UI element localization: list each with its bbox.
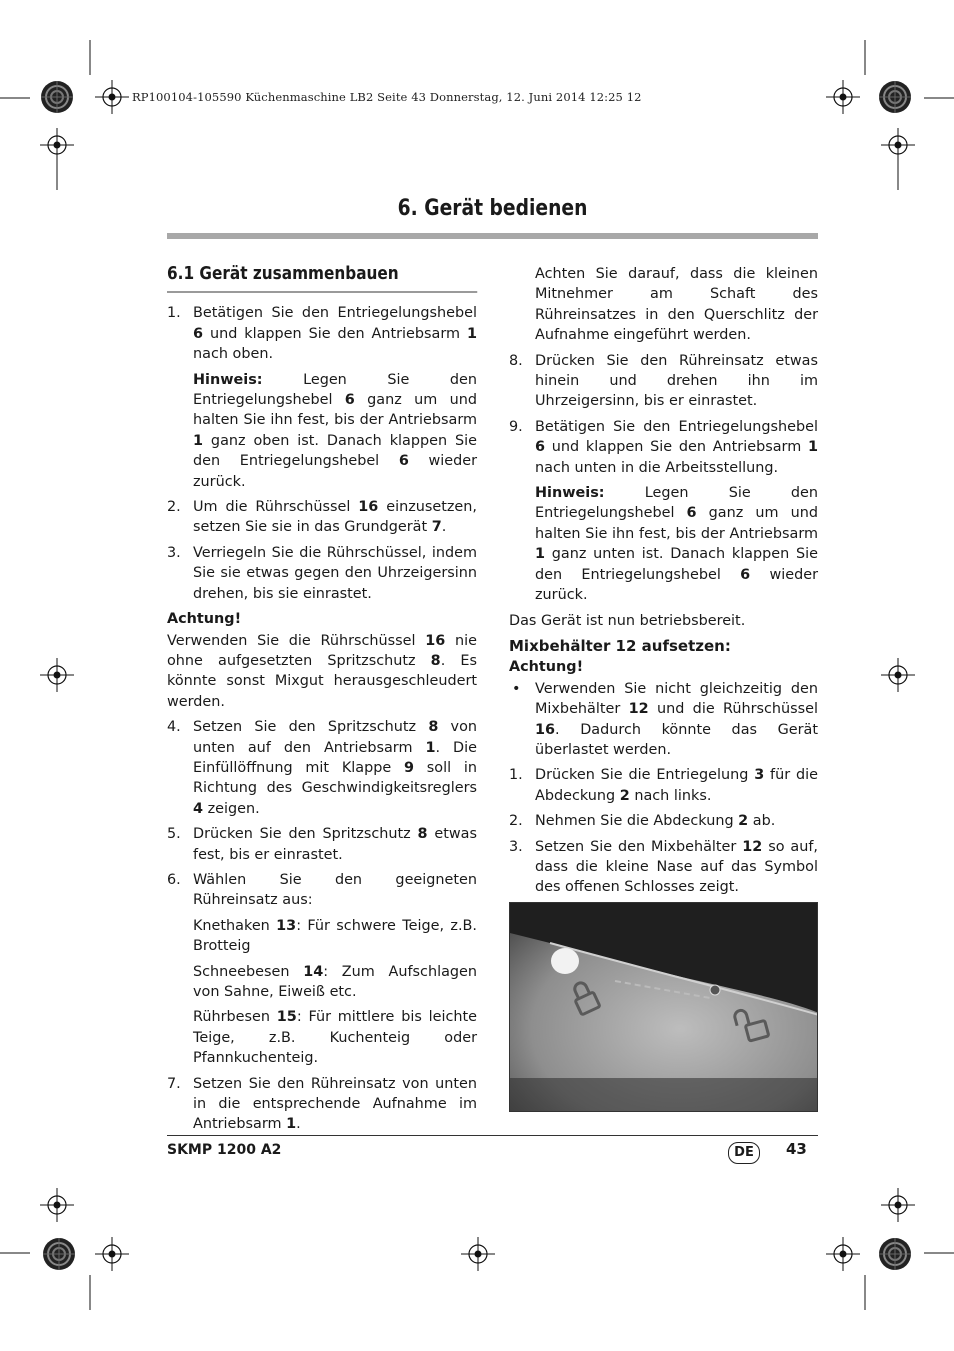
section-heading: 6.1 Gerät zusammenbauen xyxy=(167,264,477,293)
right-column xyxy=(509,264,818,903)
list-item: 3. Verriegeln Sie die Rührschüssel, indem Sie sie etwas gegen den Uhrzeigersinn drehen, bis sie einrastet. xyxy=(167,544,477,602)
footer-rule xyxy=(167,1135,818,1136)
bullet-item: • Verwenden Sie nicht gleichzeitig den Mixbehälter 12 und die Rührschüssel 16. Dadurch könnte das Gerät überlastet werden. xyxy=(512,680,819,758)
list-item: 9. Betätigen Sie den Entriegelungshebel 6 und klappen Sie den Antriebsarm 1 nach unten in die Arbeitsstellung. xyxy=(509,418,818,476)
warning-label: Achtung! xyxy=(509,659,584,676)
list-item: 8. Drücken Sie den Rühreinsatz etwas hinein und drehen ihn im Uhrzeigersinn, bis er einrastet. xyxy=(509,352,818,410)
list-item: 3. Setzen Sie den Mixbehälter 12 so auf, dass die kleine Nase auf das Symbol des offenen Schlosses zeigt. xyxy=(509,838,818,896)
left-column xyxy=(167,262,477,1140)
list-item: 1. Drücken Sie die Entriegelung 3 für die Abdeckung 2 nach links. xyxy=(509,767,818,804)
tool-option: Schneebesen 14: Zum Aufschlagen von Sahne, Eiweiß etc. xyxy=(193,963,478,1000)
lock-symbol-photo xyxy=(509,902,818,1112)
page-number: 43 xyxy=(786,1140,807,1158)
tool-option: Knethaken 13: Für schwere Teige, z.B. Brotteig xyxy=(193,917,477,955)
print-header: RP100104-105590 Küchenmaschine LB2 Seite 43 Donnerstag, 12. Juni 2014 12:25 12 xyxy=(132,90,642,104)
ready-text: Das Gerät ist nun betriebsbereit. xyxy=(509,612,746,629)
warning-label: Achtung! xyxy=(167,611,242,628)
language-badge: DE xyxy=(728,1142,760,1164)
hint-note: Hinweis: Legen Sie den Entriegelungshebel 6 ganz um und halten Sie ihn fest, bis der Antriebsarm 1 ganz unten ist. Danach klappen Sie den Entriegelungshebel 6 wieder zurück. xyxy=(535,485,818,604)
tool-option: Rührbesen 15: Für mittlere bis leichte Teige, z.B. Kuchenteig oder Pfannkuchenteig. xyxy=(193,1009,478,1067)
hint-note: Hinweis: Legen Sie den Entriegelungshebel 6 ganz um und halten Sie ihn fest, bis der Antriebsarm 1 ganz oben ist. Danach klappen Sie den Entriegelungshebel 6 wieder zurück. xyxy=(193,371,478,490)
list-item: 5. Drücken Sie den Spritzschutz 8 etwas fest, bis er einrastet. xyxy=(167,826,477,863)
page-title: 6. Gerät bedienen xyxy=(397,196,588,221)
list-item: 6. Wählen Sie den geeigneten Rühreinsatz aus: xyxy=(167,871,477,909)
subsection-heading: Mixbehälter 12 aufsetzen: xyxy=(509,636,731,655)
list-item: 4. Setzen Sie den Spritzschutz 8 von unten auf den Antriebsarm 1. Die Einfüllöffnung mit Klappe 9 soll in Richtung des Geschwindigkeitsreglers 4 zeigen. xyxy=(167,719,477,817)
model-number: SKMP 1200 A2 xyxy=(167,1142,282,1158)
title-rule xyxy=(167,233,818,239)
warning-text: Verwenden Sie die Rührschüssel 16 nie ohne aufgesetzten Spritzschutz 8. Es könnte sonst Mixgut herausgeschleudert werden. xyxy=(167,632,477,710)
list-item: 2. Nehmen Sie die Abdeckung 2 ab. xyxy=(509,813,776,830)
list-item: 7. Setzen Sie den Rühreinsatz von unten in die entsprechende Aufnahme im Antriebsarm 1. xyxy=(167,1075,477,1133)
list-item: 1. Betätigen Sie den Entriegelungshebel 6 und klappen Sie den Antriebsarm 1 nach oben. xyxy=(167,305,477,363)
list-item: 2. Um die Rührschüssel 16 einzusetzen, setzen Sie sie in das Grundgerät 7. xyxy=(167,499,477,536)
continued-text: Achten Sie darauf, dass die kleinen Mitnehmer am Schaft des Rühreinsatzes in den Querschlitz der Aufnahme eingeführt werden. xyxy=(535,266,818,344)
